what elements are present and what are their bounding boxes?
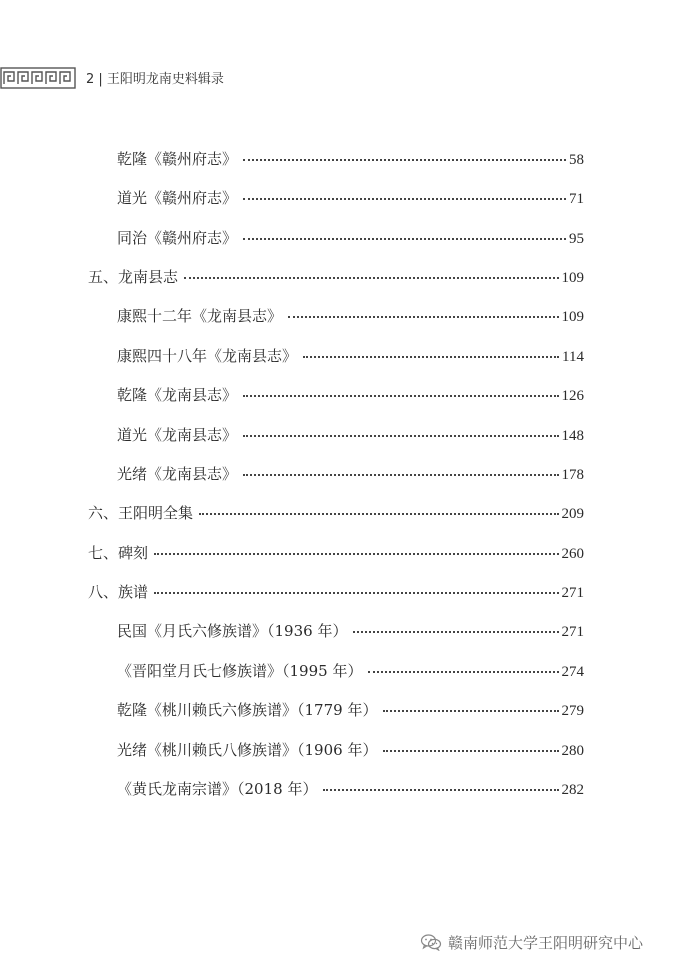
toc-entry-page: 280: [561, 743, 584, 759]
toc-entry-label: 民国《月氏六修族谱》（1936 年）: [117, 622, 348, 640]
toc-entry-label: 光绪《桃川赖氏八修族谱》（1906 年）: [117, 741, 378, 759]
dot-leader: [368, 671, 558, 673]
toc-entry-page: 109: [561, 270, 584, 286]
dot-leader: [154, 592, 558, 594]
toc-entry-label: 道光《龙南县志》: [117, 426, 238, 444]
dot-leader: [243, 238, 566, 240]
dot-leader: [243, 395, 558, 397]
toc-entry-page: 148: [561, 428, 584, 444]
toc-entry: [117, 304, 584, 328]
toc-entry-label: 道光《赣州府志》: [117, 189, 238, 207]
toc-entry-page: 271: [561, 624, 584, 640]
toc-section-entry: [88, 580, 584, 604]
toc-entry-page: 114: [562, 349, 584, 365]
running-head: 2 | 王阳明龙南史料辑录: [86, 72, 224, 87]
toc-entry-label: 乾隆《赣州府志》: [117, 150, 238, 168]
dot-leader: [154, 553, 558, 555]
toc-entry: [117, 659, 584, 683]
wechat-icon: [420, 933, 442, 951]
toc-entry-label: 五、龙南县志: [88, 268, 179, 286]
toc-entry: [117, 777, 584, 801]
toc-entry-label: 六、王阳明全集: [88, 504, 194, 522]
watermark-text: 赣南师范大学王阳明研究中心: [448, 933, 644, 952]
toc-entry-label: 同治《赣州府志》: [117, 229, 238, 247]
toc-entry-page: 282: [561, 782, 584, 798]
dot-leader: [243, 435, 558, 437]
dot-leader: [303, 356, 559, 358]
toc-entry-page: 58: [569, 152, 584, 168]
page-header: [0, 60, 692, 94]
toc-entry-page: 71: [569, 191, 584, 207]
toc-entry-page: 209: [561, 506, 584, 522]
dot-leader: [243, 159, 566, 161]
toc-entry-page: 260: [561, 546, 584, 562]
fret-pattern-ornament: [0, 67, 76, 89]
toc-entry-label: 《晋阳堂月氏七修族谱》（1995 年）: [117, 662, 363, 680]
toc-entry-page: 109: [561, 309, 584, 325]
dot-leader: [184, 277, 558, 279]
toc-entry: [117, 147, 584, 171]
toc-entry-page: 271: [561, 585, 584, 601]
toc-entry: [117, 698, 584, 722]
toc-entry-label: 乾隆《龙南县志》: [117, 386, 238, 404]
toc-section-entry: [88, 265, 584, 289]
toc-entry-page: 279: [561, 703, 584, 719]
toc-entry-page: 178: [561, 467, 584, 483]
toc-section-entry: [88, 501, 584, 525]
toc-entry: [117, 462, 584, 486]
dot-leader: [243, 198, 566, 200]
toc-entry: [117, 186, 584, 210]
dot-leader: [383, 750, 558, 752]
toc-entry-label: 康熙十二年《龙南县志》: [117, 307, 283, 325]
toc-entry-label: 光绪《龙南县志》: [117, 465, 238, 483]
toc-entry: [117, 344, 584, 368]
toc-section-entry: [88, 541, 584, 565]
dot-leader: [199, 513, 558, 515]
toc-entry: [117, 423, 584, 447]
toc-entry-label: 七、碑刻: [88, 544, 149, 562]
toc-entry-page: 274: [561, 664, 584, 680]
dot-leader: [323, 789, 558, 791]
toc-entry-label: 八、族谱: [88, 583, 149, 601]
toc-entry-label: 《黄氏龙南宗谱》（2018 年）: [117, 780, 318, 798]
toc-entry: [117, 226, 584, 250]
toc-entry-page: 126: [561, 388, 584, 404]
watermark: [420, 930, 643, 954]
toc-entry: [117, 383, 584, 407]
dot-leader: [383, 710, 558, 712]
toc-entry-label: 乾隆《桃川赖氏六修族谱》（1779 年）: [117, 701, 378, 719]
toc-entry-label: 康熙四十八年《龙南县志》: [117, 347, 298, 365]
dot-leader: [243, 474, 558, 476]
dot-leader: [353, 631, 558, 633]
dot-leader: [288, 316, 558, 318]
toc-entry-page: 95: [569, 231, 584, 247]
toc-entry: [117, 738, 584, 762]
toc-entry: [117, 619, 584, 643]
